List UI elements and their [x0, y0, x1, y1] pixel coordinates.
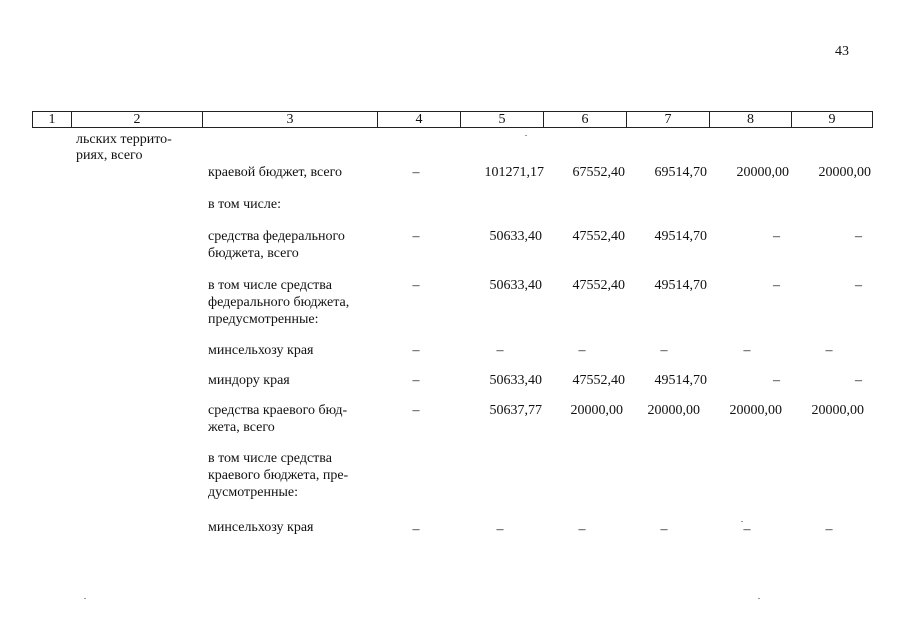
header-col-1: 1 [33, 112, 72, 128]
cell-col9: 20000,00 [818, 165, 871, 180]
cell-col8: 20000,00 [736, 165, 789, 180]
cell-col8: 20000,00 [729, 403, 782, 418]
scan-speck [741, 521, 743, 522]
cell-col5: – [496, 522, 504, 537]
row-label: минсельхозу края [208, 343, 314, 358]
row-label: в том числе: [208, 197, 281, 212]
row-label-line-1: в том числе средства [208, 451, 332, 466]
header-col-3: 3 [203, 112, 378, 128]
row-label-line-2: краевого бюджета, пре- [208, 468, 349, 483]
cell-col4: – [412, 403, 420, 418]
cell-col8: – [773, 373, 780, 388]
column-number-header [32, 111, 873, 128]
cell-col8: – [773, 278, 780, 293]
cell-col6: – [578, 343, 586, 358]
cell-col7: 49514,70 [654, 373, 707, 388]
cell-col4: – [412, 522, 420, 537]
header-col-2: 2 [72, 112, 203, 128]
row-label-line-1: в том числе средства [208, 278, 332, 293]
cell-col6: – [578, 522, 586, 537]
cell-col8: – [743, 522, 751, 537]
header-col-6: 6 [544, 112, 627, 128]
cell-col4: – [412, 343, 420, 358]
scan-speck [525, 135, 527, 136]
cell-col6: 20000,00 [570, 403, 623, 418]
scan-speck [84, 598, 86, 599]
page-number: 43 [835, 44, 849, 59]
cell-col8: – [773, 229, 780, 244]
header-col-4: 4 [378, 112, 461, 128]
cell-col4: – [412, 373, 420, 388]
row-label-line-1: средства краевого бюд- [208, 403, 348, 418]
row-label: минсельхозу края [208, 520, 314, 535]
row-label: краевой бюджет, всего [208, 165, 343, 180]
row-label: миндору края [208, 373, 290, 388]
cell-col5: – [496, 343, 504, 358]
row-label-line-3: предусмотренные: [208, 312, 319, 327]
cell-col9: – [855, 229, 862, 244]
cell-col4: – [412, 165, 420, 180]
cell-col7: – [660, 343, 668, 358]
cell-col7: 69514,70 [654, 165, 707, 180]
cell-col6: 47552,40 [572, 373, 625, 388]
cell-col7: 49514,70 [654, 229, 707, 244]
cell-col6: 47552,40 [572, 229, 625, 244]
cell-col5: 50633,40 [489, 229, 542, 244]
cell-col6: 47552,40 [572, 278, 625, 293]
scan-speck [758, 598, 760, 599]
cell-col9: – [825, 343, 833, 358]
cell-col5: 50633,40 [489, 373, 542, 388]
col2-line-2: риях, всего [76, 148, 143, 163]
col2-line-1: льских террито- [76, 132, 172, 147]
cell-col4: – [412, 278, 420, 293]
cell-col7: 49514,70 [654, 278, 707, 293]
cell-col8: – [743, 343, 751, 358]
cell-col9: – [825, 522, 833, 537]
cell-col6: 67552,40 [572, 165, 625, 180]
row-label-line-2: жета, всего [208, 420, 275, 435]
cell-col9: – [855, 278, 862, 293]
row-label-line-3: дусмотренные: [208, 485, 299, 500]
cell-col9: – [855, 373, 862, 388]
row-label-line-1: средства федерального [208, 229, 345, 244]
header-col-5: 5 [461, 112, 544, 128]
row-label-line-2: федерального бюджета, [208, 295, 350, 310]
header-row [33, 112, 873, 128]
cell-col9: 20000,00 [811, 403, 864, 418]
row-label-line-2: бюджета, всего [208, 246, 299, 261]
header-col-9: 9 [792, 112, 873, 128]
cell-col5: 50633,40 [489, 278, 542, 293]
cell-col5: 50637,77 [489, 403, 542, 418]
cell-col7: 20000,00 [647, 403, 700, 418]
header-col-7: 7 [627, 112, 710, 128]
cell-col4: – [412, 229, 420, 244]
cell-col5: 101271,17 [484, 165, 544, 180]
cell-col7: – [660, 522, 668, 537]
header-col-8: 8 [710, 112, 792, 128]
